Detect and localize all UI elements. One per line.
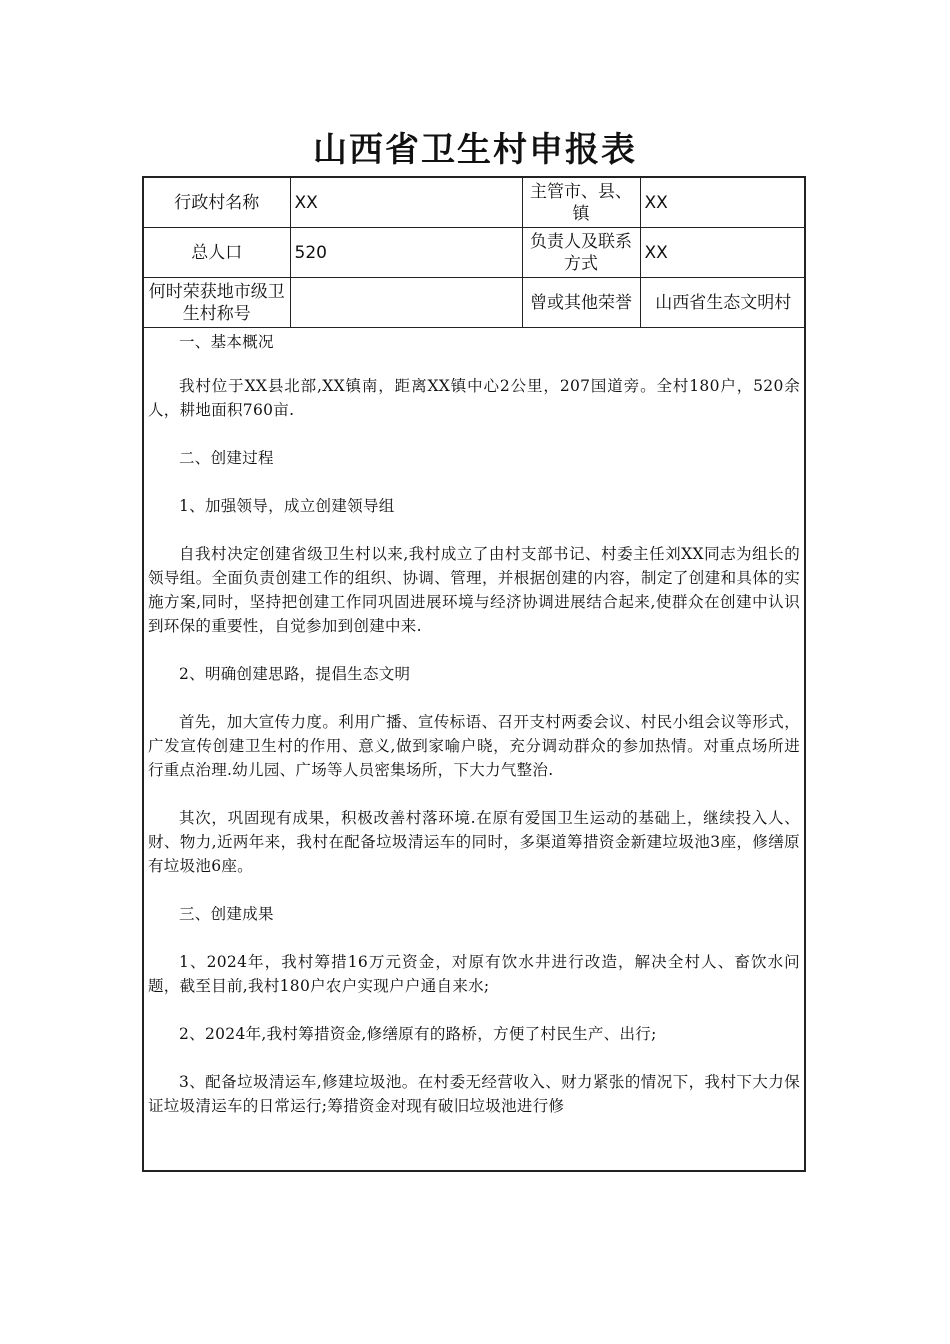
- environment-paragraph: 其次，巩固现有成果，积极改善村落环境.在原有爱国卫生运动的基础上，继续投入人、财、物力,近两年来，我村在配备垃圾清运车的同时，多渠道筹措资金新建垃圾池3座，修缮原有垃圾池6座。: [148, 809, 800, 875]
- section-heading-overview: 一、基本概况: [179, 333, 274, 351]
- subheading-leadership: 1、加强领导，成立创建领导组: [179, 497, 395, 515]
- contact-label: 负责人及联系方式: [522, 228, 640, 278]
- award-time-value: [290, 278, 522, 328]
- population-label: 总人口: [144, 228, 290, 278]
- document-title: 山西省卫生村申报表: [313, 130, 637, 170]
- report-body: [144, 330, 804, 1118]
- authority-label: 主管市、县、镇: [522, 178, 640, 228]
- table-row: [144, 228, 806, 278]
- leadership-paragraph: 自我村决定创建省级卫生村以来,我村成立了由村支部书记、村委主任刘XX同志为组长的领导组。全面负责创建工作的组织、协调、管理，并根据创建的内容，制定了创建和具体的实施方案,同时，坚持把创建工作同巩固进展环境与经济协调进展结合起来,使群众在创建中认识到环保的重要性，自觉参加到创建中来.: [148, 545, 800, 635]
- other-honor-value: 山西省生态文明村: [640, 278, 806, 328]
- result-item: 1、2024年，我村筹措16万元资金，对原有饮水井进行改造，解决全村人、畜饮水问题，截至目前,我村180户农户实现户户通自来水;: [148, 953, 800, 995]
- subheading-approach: 2、明确创建思路，提倡生态文明: [179, 665, 411, 683]
- village-name-value: XX: [290, 178, 522, 228]
- section-heading-results: 三、创建成果: [179, 905, 274, 923]
- authority-value: XX: [640, 178, 806, 228]
- info-table: [144, 178, 806, 328]
- village-name-label: 行政村名称: [144, 178, 290, 228]
- table-row: [144, 178, 806, 228]
- result-item: 3、配备垃圾清运车,修建垃圾池。在村委无经营收入、财力紧张的情况下，我村下大力保证垃圾清运车的日常运行;筹措资金对现有破旧垃圾池进行修: [148, 1073, 800, 1115]
- publicity-paragraph: 首先，加大宣传力度。利用广播、宣传标语、召开支村两委会议、村民小组会议等形式，广发宣传创建卫生村的作用、意义,做到家喻户晓，充分调动群众的参加热情。对重点场所进行重点治理.幼儿园、广场等人员密集场所，下大力气整治.: [148, 713, 800, 779]
- other-honor-label: 曾或其他荣誉: [522, 278, 640, 328]
- table-row: [144, 278, 806, 328]
- contact-value: XX: [640, 228, 806, 278]
- award-time-label: 何时荣获地市级卫生村称号: [144, 278, 290, 328]
- population-value: 520: [290, 228, 522, 278]
- application-form: [142, 176, 806, 1172]
- result-item: 2、2024年,我村筹措资金,修缮原有的路桥，方便了村民生产、出行;: [179, 1025, 657, 1043]
- section-heading-process: 二、创建过程: [179, 449, 274, 467]
- overview-paragraph: 我村位于XX县北部,XX镇南，距离XX镇中心2公里，207国道旁。全村180户，520余人，耕地面积760亩.: [148, 377, 800, 419]
